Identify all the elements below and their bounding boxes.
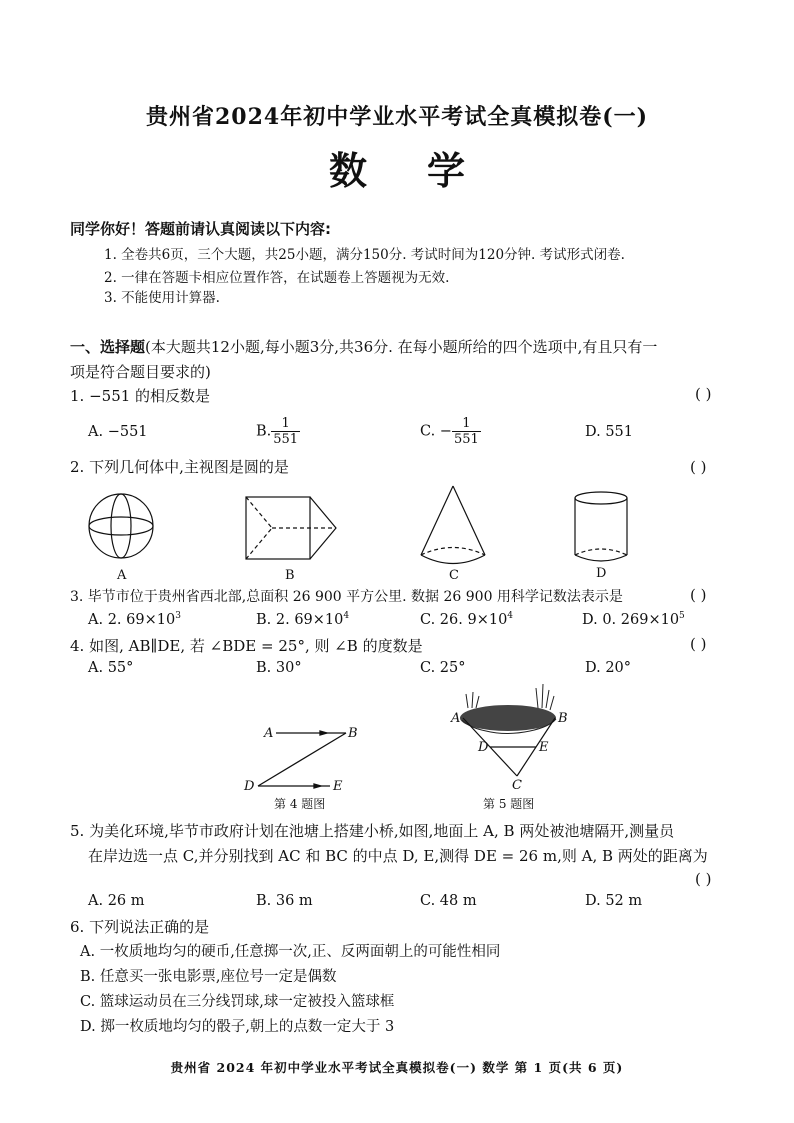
- notice-item-2: 2. 一律在答题卡相应位置作答，在试题卷上答题视为无效.: [104, 270, 450, 286]
- q3-a-exp: 3: [175, 611, 181, 621]
- exam-title: 贵州省2024年初中学业水平考试全真模拟卷(一): [145, 104, 649, 130]
- q3-d-exp: 5: [679, 611, 685, 621]
- subject-char-2: 学: [427, 148, 466, 193]
- page-footer: 贵州省 2024 年初中学业水平考试全真模拟卷(一) 数学 第 1 页(共 6 页): [170, 1060, 624, 1075]
- q4-option-b: B. 30°: [256, 660, 302, 676]
- q3-b-exp: 4: [343, 611, 350, 621]
- q5-option-d: D. 52 m: [585, 893, 643, 909]
- section-title: 一、选择题: [70, 338, 146, 356]
- q4-option-d: D. 20°: [585, 660, 632, 676]
- q1-c-numerator: 1: [452, 416, 481, 432]
- q4-stem: 4. 如图, AB∥DE, 若 ∠BDE = 25°, 则 ∠B 的度数是: [70, 637, 423, 655]
- q1-stem: 1. −551 的相反数是: [70, 387, 211, 405]
- q5-answer-paren: ( ): [695, 870, 712, 888]
- fig4-label-a: A: [264, 726, 274, 741]
- q3-c-base: C. 26. 9×10: [420, 611, 508, 628]
- fig4-label-d: D: [244, 779, 255, 794]
- notice-item-1: 1. 全卷共6页，三个大题，共25小题，满分150分. 考试时间为120分钟. 考试形式闭卷.: [104, 247, 625, 263]
- q1-option-d: D. 551: [585, 424, 634, 440]
- fig5-label-b: B: [558, 711, 568, 726]
- fig5-label-a: A: [451, 711, 461, 726]
- fig4-label-b: B: [348, 726, 358, 741]
- q1-option-c-prefix: C. −: [420, 423, 452, 440]
- q1-answer-paren: ( ): [695, 385, 712, 403]
- q3-b-base: B. 2. 69×10: [256, 611, 344, 628]
- q1-b-numerator: 1: [271, 416, 300, 432]
- q3-d-base: D. 0. 269×10: [582, 611, 680, 628]
- q4-answer-paren: ( ): [690, 635, 707, 653]
- fig5-label-d: D: [478, 740, 489, 755]
- fig5-label-e: E: [539, 740, 549, 755]
- section-desc-line1: (本大题共12小题,每小题3分,共36分. 在每小题所给的四个选项中,有且只有一: [145, 338, 658, 356]
- q2-label-b: B: [285, 568, 295, 583]
- q2-label-d: D: [596, 566, 607, 581]
- q6-option-a: A. 一枚质地均匀的硬币,任意掷一次,正、反两面朝上的可能性相同: [80, 944, 501, 960]
- fig5-pond: [460, 684, 556, 734]
- q5-option-a: A. 26 m: [88, 893, 145, 909]
- q5-line2: 在岸边选一点 C,并分别找到 AC 和 BC 的中点 D, E,测得 DE = 26 m,则 A, B 两处的距离为: [88, 847, 708, 865]
- fig4-label-e: E: [333, 779, 343, 794]
- q6-stem: 6. 下列说法正确的是: [70, 918, 210, 936]
- q5-line1: 5. 为美化环境,毕节市政府计划在池塘上搭建小桥,如图,地面上 A, B 两处被池塘隔开,测量员: [70, 822, 675, 840]
- q2-answer-paren: ( ): [690, 458, 707, 476]
- q3-a-base: A. 2. 69×10: [88, 611, 176, 628]
- subject-char-1: 数: [328, 148, 367, 193]
- q1-c-denominator: 551: [453, 432, 479, 447]
- q5-option-b: B. 36 m: [256, 893, 313, 909]
- q2-stem: 2. 下列几何体中,主视图是圆的是: [70, 458, 289, 476]
- q2-label-c: C: [449, 568, 459, 583]
- q3-c-exp: 4: [507, 611, 514, 621]
- q3-stem: 3. 毕节市位于贵州省西北部,总面积 26 900 平方公里. 数据 26 900 用科学记数法表示是: [70, 589, 623, 605]
- q6-option-d: D. 掷一枚质地均匀的骰子,朝上的点数一定大于 3: [80, 1019, 395, 1035]
- q6-option-c: C. 篮球运动员在三分线罚球,球一定被投入篮球框: [80, 994, 395, 1010]
- q6-option-b: B. 任意买一张电影票,座位号一定是偶数: [80, 969, 337, 985]
- fig5-label-c: C: [512, 778, 522, 793]
- q1-option-a: A. −551: [88, 424, 148, 440]
- fig5-caption: 第 5 题图: [483, 797, 535, 811]
- notice-heading: 同学你好！答题前请认真阅读以下内容:: [70, 220, 332, 238]
- q1-option-b-prefix: B.: [256, 423, 272, 440]
- section-desc-line2: 项是符合题目要求的): [70, 363, 211, 381]
- q1-b-denominator: 551: [273, 432, 299, 447]
- q3-answer-paren: ( ): [690, 586, 707, 604]
- q4-option-a: A. 55°: [88, 660, 134, 676]
- fig4-caption: 第 4 题图: [274, 797, 326, 811]
- q2-label-a: A: [117, 568, 127, 583]
- notice-item-3: 3. 不能使用计算器.: [104, 290, 220, 306]
- q4-option-c: C. 25°: [420, 660, 466, 676]
- q5-option-c: C. 48 m: [420, 893, 477, 909]
